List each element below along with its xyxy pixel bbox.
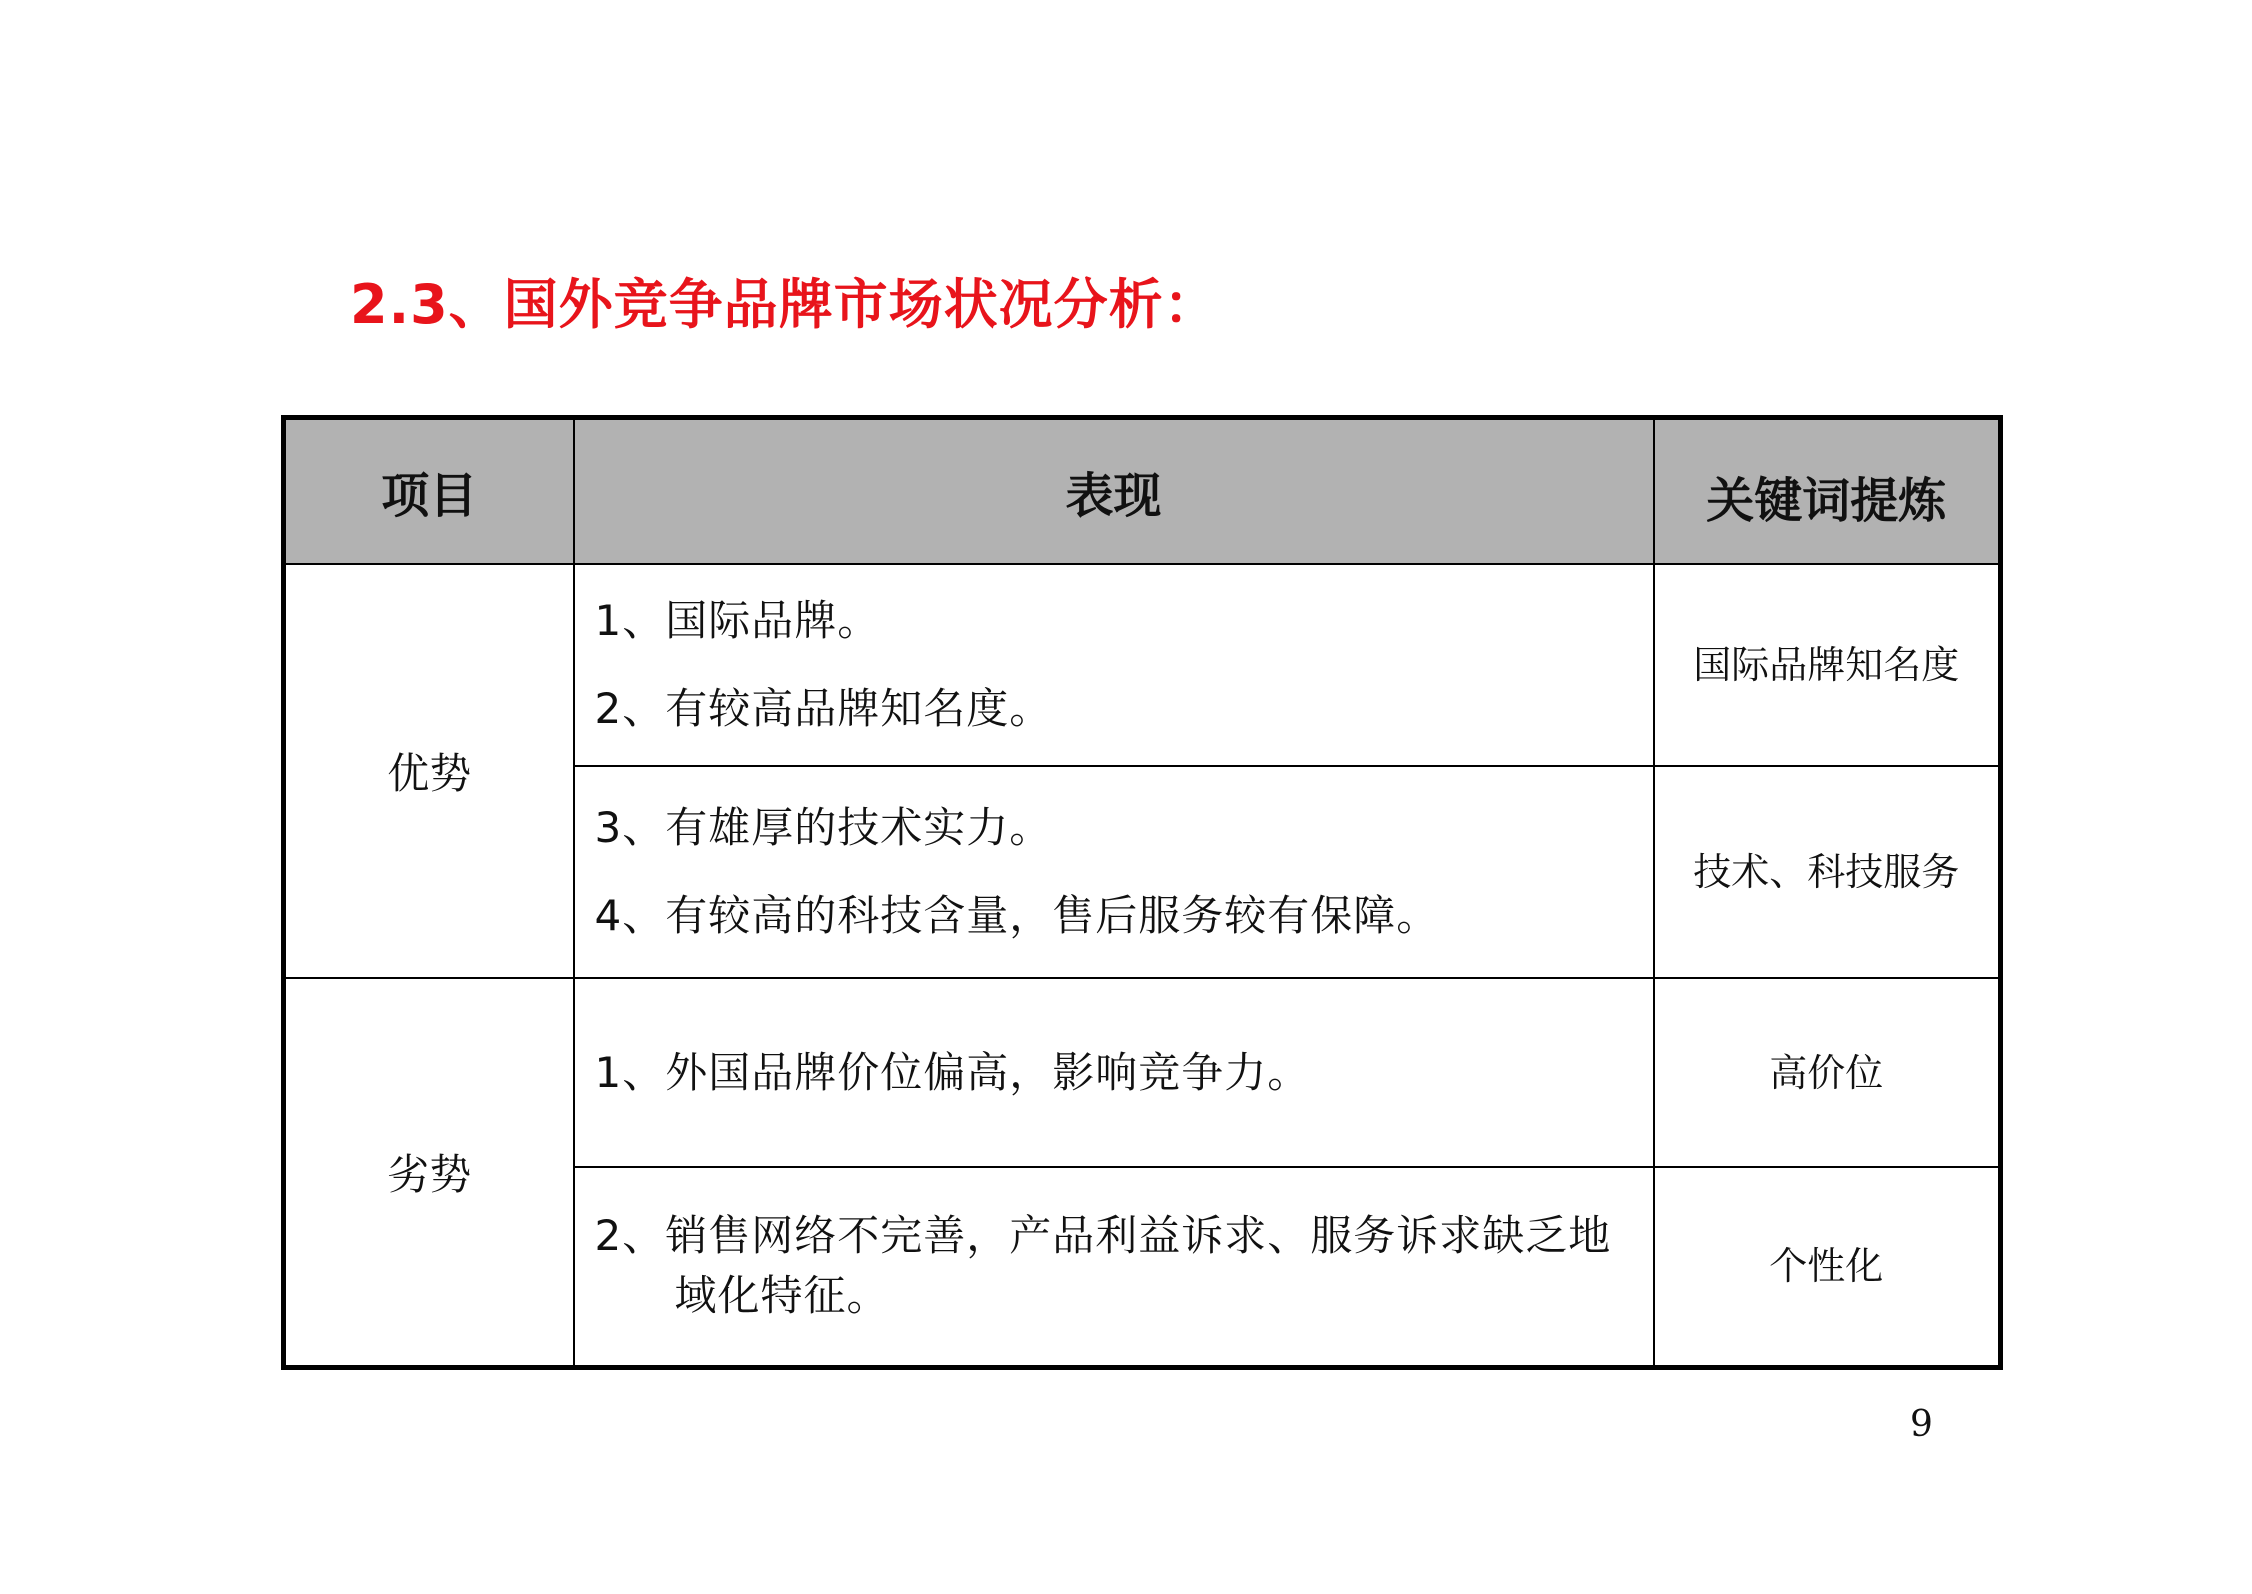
performance-cell bbox=[574, 978, 1654, 1167]
keyword-cell: 高价位 bbox=[1654, 978, 2001, 1167]
performance-cell bbox=[574, 766, 1654, 978]
page-number: 9 bbox=[1910, 1404, 1933, 1445]
performance-cell bbox=[574, 1167, 1654, 1367]
performance-line: 3、有雄厚的技术实力。 bbox=[594, 803, 1053, 852]
table-row bbox=[284, 564, 2001, 766]
header-item: 项目 bbox=[284, 418, 574, 565]
table-row bbox=[284, 978, 2001, 1167]
performance-line: 2、有较高品牌知名度。 bbox=[594, 684, 1053, 733]
header-keywords: 关键词提炼 bbox=[1654, 418, 2001, 565]
keyword-cell: 国际品牌知名度 bbox=[1654, 564, 2001, 766]
performance-line: 2、销售网络不完善，产品利益诉求、服务诉求缺乏地域化特征。 bbox=[594, 1211, 1612, 1321]
performance-cell bbox=[574, 564, 1654, 766]
performance-line: 4、有较高的科技含量，售后服务较有保障。 bbox=[594, 891, 1440, 940]
keyword-cell: 技术、科技服务 bbox=[1654, 766, 2001, 978]
header-performance: 表现 bbox=[574, 418, 1654, 565]
table-header-row bbox=[284, 418, 2001, 565]
performance-line: 1、国际品牌。 bbox=[594, 596, 881, 645]
category-disadvantage: 劣势 bbox=[284, 978, 574, 1367]
page-title: 2.3、国外竞争品牌市场状况分析： bbox=[350, 273, 1219, 336]
performance-line: 1、外国品牌价位偏高，影响竞争力。 bbox=[594, 1047, 1311, 1097]
analysis-table bbox=[281, 415, 2003, 1370]
keyword-cell: 个性化 bbox=[1654, 1167, 2001, 1367]
category-advantage: 优势 bbox=[284, 564, 574, 978]
